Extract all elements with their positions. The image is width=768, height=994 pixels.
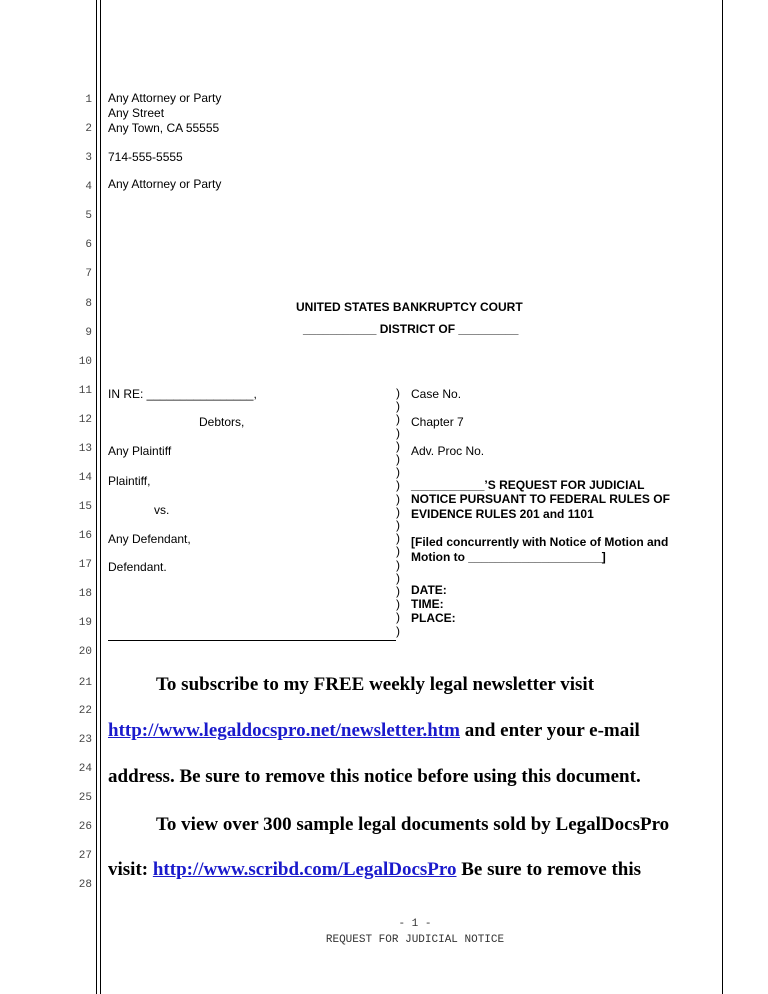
- caption-bottom-rule: [108, 640, 396, 641]
- in-re: IN RE: ________________,: [108, 387, 257, 401]
- line-number: 12: [78, 414, 92, 426]
- filed-concurrently-line1: [Filed concurrently with Notice of Motion and: [411, 535, 669, 549]
- defendant-label: Defendant.: [108, 560, 167, 574]
- scribd-link[interactable]: http://www.scribd.com/LegalDocsPro: [152, 859, 457, 880]
- body-paragraph2-line2-rest: Be sure to remove this: [456, 859, 642, 880]
- line-number: 13: [78, 443, 92, 455]
- line-number: 4: [85, 181, 92, 193]
- body-paragraph2-line2: [108, 859, 641, 881]
- line-number: 2: [85, 123, 92, 135]
- document-title-line2: NOTICE PURSUANT TO FEDERAL RULES OF: [411, 492, 670, 506]
- line-number: 6: [85, 239, 92, 251]
- caption-parens: ) ) ) ) ) ) ) ) ) ) ) ) ) ) ) ) ) ) ): [396, 386, 400, 638]
- line-number: 14: [78, 472, 92, 484]
- line-number: 11: [78, 385, 92, 397]
- document-title-line3: EVIDENCE RULES 201 and 1101: [411, 507, 594, 521]
- body-paragraph1-line2-rest: and enter your e-mail: [460, 720, 640, 741]
- left-margin-rule-inner: [100, 0, 101, 994]
- footer-title: REQUEST FOR JUDICIAL NOTICE: [325, 934, 505, 946]
- line-number: 20: [78, 646, 92, 658]
- line-number: 26: [78, 821, 92, 833]
- hearing-date: DATE:: [411, 583, 447, 597]
- adv-proc-no: Adv. Proc No.: [411, 444, 485, 458]
- line-number: 19: [78, 617, 92, 629]
- body-paragraph1-line3: address. Be sure to remove this notice before using this document.: [108, 766, 641, 787]
- debtors-label: Debtors,: [199, 415, 245, 429]
- line-number: 1: [85, 94, 92, 106]
- line-number: 9: [85, 327, 92, 339]
- line-number: 7: [85, 268, 92, 280]
- court-name: UNITED STATES BANKRUPTCY COURT: [296, 300, 523, 314]
- versus: vs.: [154, 503, 170, 517]
- line-number: 24: [78, 763, 92, 775]
- line-number: 15: [78, 501, 92, 513]
- defendant-name: Any Defendant,: [108, 532, 191, 546]
- page-number: - 1 -: [398, 918, 432, 930]
- chapter: Chapter 7: [411, 415, 464, 429]
- line-number: 18: [78, 588, 92, 600]
- attorney-name: Any Attorney or Party: [108, 91, 222, 105]
- document-title-line1: ___________’S REQUEST FOR JUDICIAL: [411, 478, 645, 492]
- attorney-phone: 714-555-5555: [108, 150, 183, 164]
- line-number: 5: [85, 210, 92, 222]
- line-number: 23: [78, 734, 92, 746]
- line-number: 17: [78, 559, 92, 571]
- hearing-time: TIME:: [411, 597, 444, 611]
- left-margin-rule-outer: [96, 0, 97, 994]
- attorney-city: Any Town, CA 55555: [108, 121, 220, 135]
- plaintiff-label: Plaintiff,: [108, 474, 151, 488]
- newsletter-link[interactable]: http://www.legaldocspro.net/newsletter.htm: [108, 720, 461, 741]
- filed-concurrently-line2: Motion to ____________________]: [411, 550, 606, 564]
- attorney-for: Any Attorney or Party: [108, 177, 222, 191]
- right-margin-rule: [722, 0, 723, 994]
- body-paragraph1-line2: [108, 720, 640, 742]
- case-no: Case No.: [411, 387, 462, 401]
- attorney-street: Any Street: [108, 106, 165, 120]
- line-number: 3: [85, 152, 92, 164]
- visit-prefix: visit:: [108, 859, 153, 880]
- body-paragraph1-line1: To subscribe to my FREE weekly legal newsletter visit: [156, 674, 595, 695]
- line-number: 8: [85, 298, 92, 310]
- line-number: 21: [78, 677, 92, 689]
- line-number: 27: [78, 850, 92, 862]
- plaintiff-name: Any Plaintiff: [108, 444, 172, 458]
- line-number: 16: [78, 530, 92, 542]
- line-number: 10: [78, 356, 92, 368]
- body-paragraph2-line1: To view over 300 sample legal documents sold by LegalDocsPro: [156, 814, 670, 835]
- line-number: 28: [78, 879, 92, 891]
- line-number: 25: [78, 792, 92, 804]
- hearing-place: PLACE:: [411, 611, 456, 625]
- line-number: 22: [78, 705, 92, 717]
- court-district: ___________ DISTRICT OF _________: [303, 322, 519, 336]
